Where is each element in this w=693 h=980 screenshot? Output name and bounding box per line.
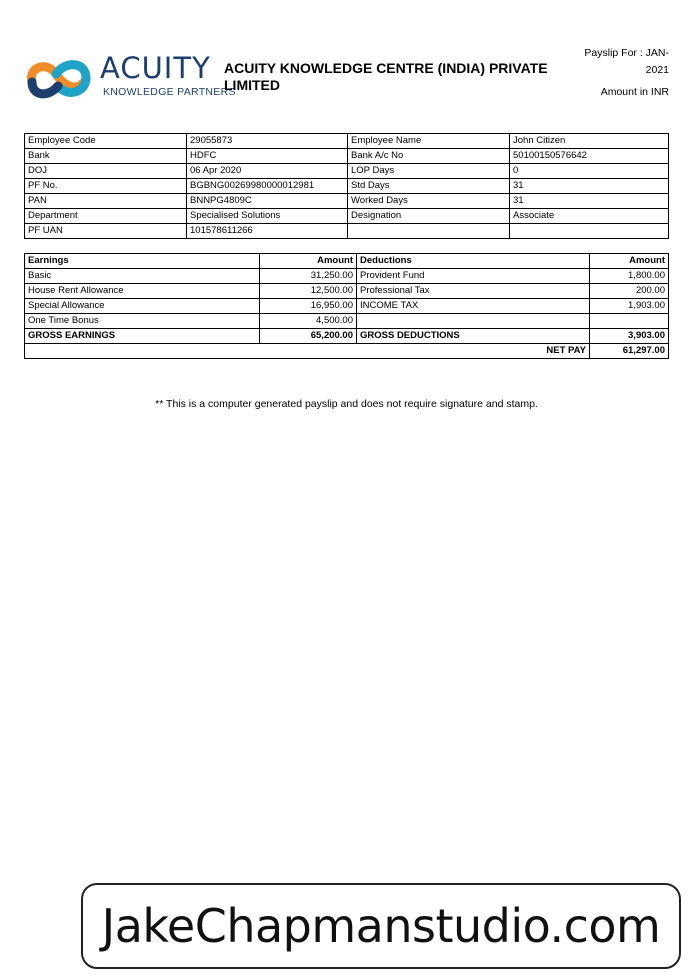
info-value: 06 Apr 2020 — [187, 164, 348, 179]
earning-label: Special Allowance — [25, 299, 260, 314]
info-label: Employee Code — [25, 134, 187, 149]
info-value: Specialised Solutions — [187, 209, 348, 224]
info-label: PF No. — [25, 179, 187, 194]
deductions-header: Deductions — [357, 254, 590, 269]
deduction-amount: 200.00 — [590, 284, 669, 299]
deductions-amount-header: Amount — [590, 254, 669, 269]
deduction-label: INCOME TAX — [357, 299, 590, 314]
earning-label: Basic — [25, 269, 260, 284]
info-label: Designation — [348, 209, 510, 224]
earnings-amount-header: Amount — [260, 254, 357, 269]
brand-subtitle: KNOWLEDGE PARTNERS — [103, 86, 236, 98]
info-label: Employee Name — [348, 134, 510, 149]
employee-info-table — [24, 133, 669, 239]
earning-amount: 16,950.00 — [260, 299, 357, 314]
info-label: PAN — [25, 194, 187, 209]
employee-info-row — [25, 164, 669, 179]
gross-row — [25, 329, 669, 344]
employee-info-row — [25, 224, 669, 239]
employee-info-row — [25, 179, 669, 194]
info-label: Bank A/c No — [348, 149, 510, 164]
salary-row — [25, 299, 669, 314]
deduction-label: Professional Tax — [357, 284, 590, 299]
earning-amount: 12,500.00 — [260, 284, 357, 299]
gross-deductions-value: 3,903.00 — [590, 329, 669, 344]
info-label: DOJ — [25, 164, 187, 179]
deduction-amount: 1,800.00 — [590, 269, 669, 284]
info-value: HDFC — [187, 149, 348, 164]
salary-row — [25, 314, 669, 329]
deduction-label — [357, 314, 590, 329]
employee-info-row — [25, 194, 669, 209]
net-pay-label: NET PAY — [25, 344, 590, 359]
info-label: PF UAN — [25, 224, 187, 239]
footnote: ** This is a computer generated payslip and does not require signature and stamp. — [155, 398, 538, 410]
earning-amount: 31,250.00 — [260, 269, 357, 284]
info-value: Associate — [510, 209, 669, 224]
earnings-header: Earnings — [25, 254, 260, 269]
info-label: Std Days — [348, 179, 510, 194]
info-value: 29055873 — [187, 134, 348, 149]
info-value: BGBNG00269980000012981 — [187, 179, 348, 194]
net-pay-row — [25, 344, 669, 359]
currency-note: Amount in INR — [600, 86, 669, 98]
earning-label: One Time Bonus — [25, 314, 260, 329]
info-label — [348, 224, 510, 239]
info-label: Department — [25, 209, 187, 224]
watermark: JakeChapmanstudio.com — [81, 883, 681, 969]
salary-table — [24, 253, 669, 359]
salary-row — [25, 269, 669, 284]
info-value: 50100150576642 — [510, 149, 669, 164]
info-value: 31 — [510, 179, 669, 194]
info-value: John Citizen — [510, 134, 669, 149]
salary-header-row — [25, 254, 669, 269]
salary-row — [25, 284, 669, 299]
info-value: BNNPG4809C — [187, 194, 348, 209]
info-value: 101578611266 — [187, 224, 348, 239]
employee-info-row — [25, 149, 669, 164]
deduction-label: Provident Fund — [357, 269, 590, 284]
deduction-amount: 1,903.00 — [590, 299, 669, 314]
gross-earnings-value: 65,200.00 — [260, 329, 357, 344]
deduction-amount — [590, 314, 669, 329]
info-label: Bank — [25, 149, 187, 164]
acuity-logo-icon — [24, 52, 94, 104]
payslip-period: Payslip For : JAN-2021 — [584, 47, 669, 76]
info-label: Worked Days — [348, 194, 510, 209]
employee-info-row — [25, 134, 669, 149]
info-label: LOP Days — [348, 164, 510, 179]
info-value: 0 — [510, 164, 669, 179]
brand-name: ACUITY — [100, 51, 211, 85]
earning-label: House Rent Allowance — [25, 284, 260, 299]
net-pay-value: 61,297.00 — [590, 344, 669, 359]
employee-info-row — [25, 209, 669, 224]
info-value: 31 — [510, 194, 669, 209]
gross-deductions-label: GROSS DEDUCTIONS — [357, 329, 590, 344]
earning-amount: 4,500.00 — [260, 314, 357, 329]
gross-earnings-label: GROSS EARNINGS — [25, 329, 260, 344]
info-value — [510, 224, 669, 239]
company-name: ACUITY KNOWLEDGE CENTRE (INDIA) PRIVATE LIMITED — [224, 60, 548, 93]
